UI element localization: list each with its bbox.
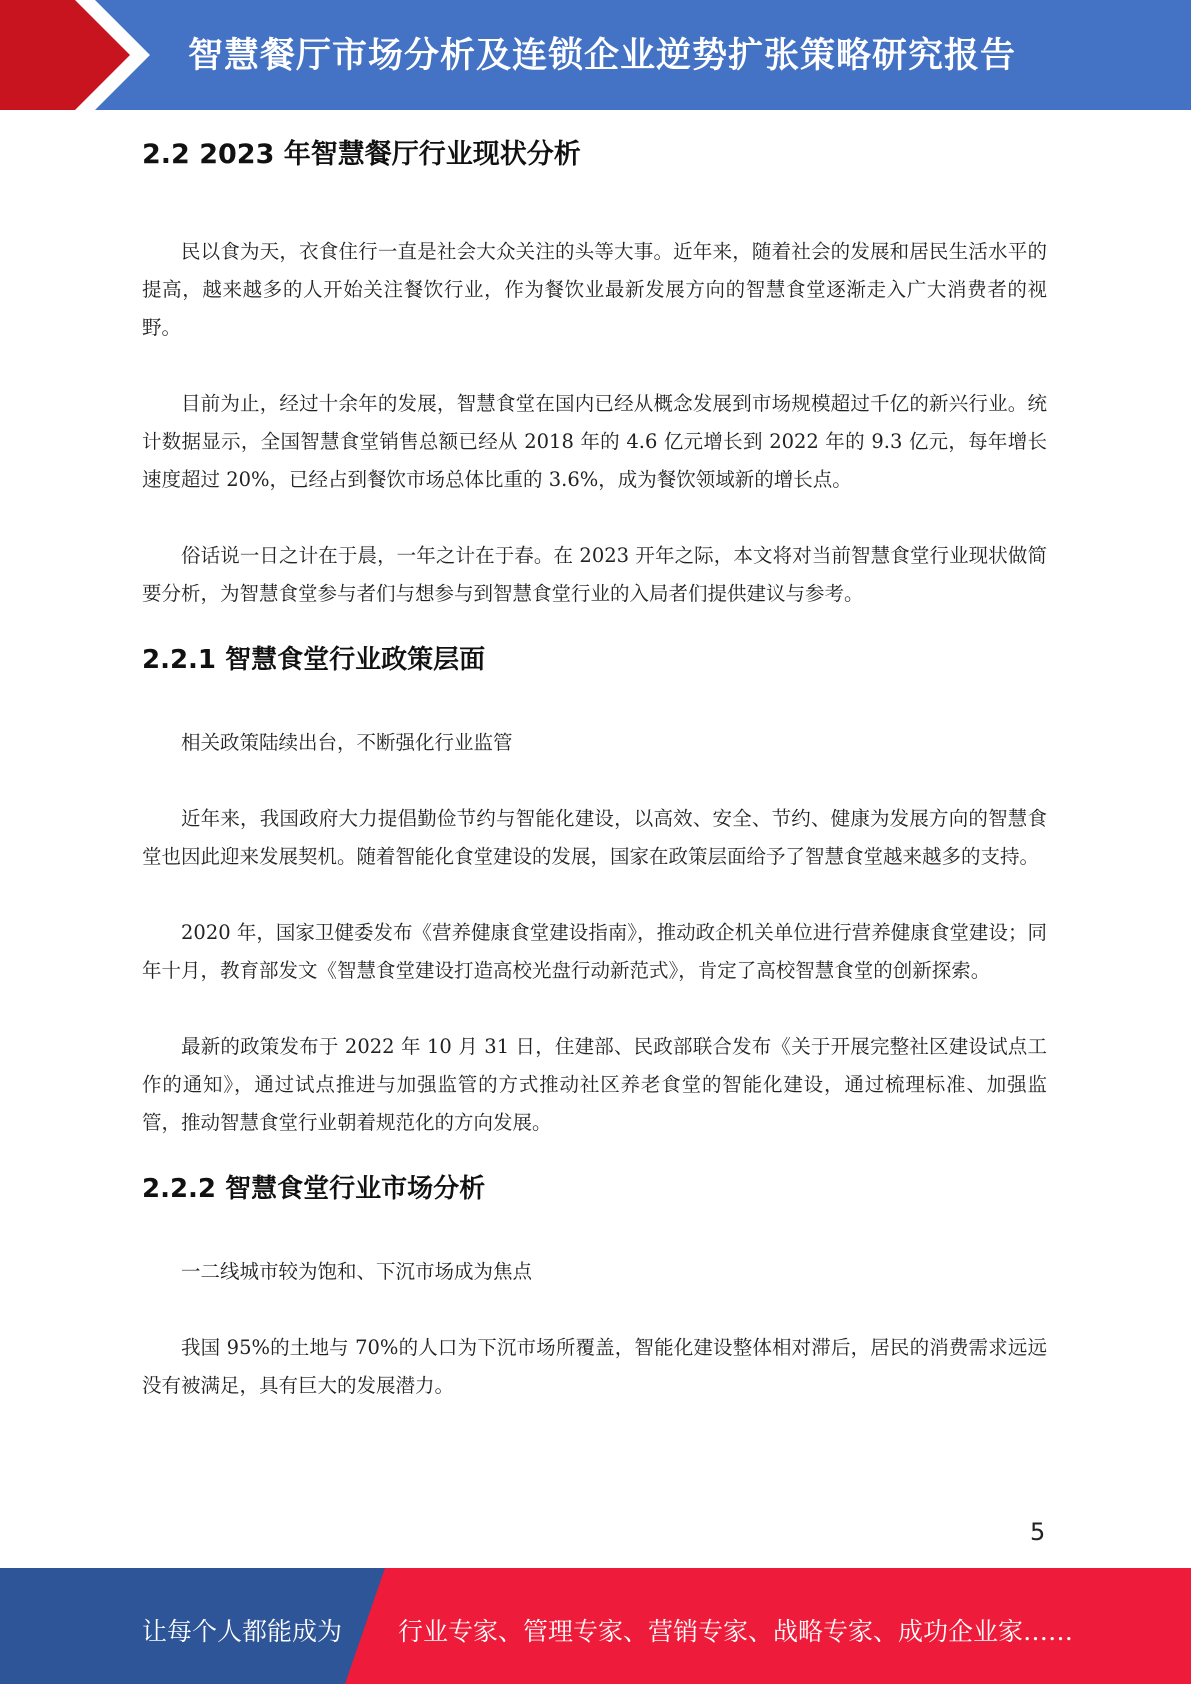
subsection-paragraph: 近年来，我国政府大力提倡勤俭节约与智能化建设，以高效、安全、节约、健康为发展方向的智慧食堂也因此迎来发展契机。随着智能化食堂建设的发展，国家在政策层面给予了智慧食堂越来越多的支持。 [142, 807, 1047, 868]
subsection-heading: 2.2.1 智慧食堂行业政策层面 [142, 645, 486, 675]
document-body [142, 110, 1047, 1405]
subsection-heading: 2.2.2 智慧食堂行业市场分析 [142, 1174, 486, 1204]
subsection-paragraph: 我国 95%的土地与 70%的人口为下沉市场所覆盖，智能化建设整体相对滞后，居民的消费需求远远没有被满足，具有巨大的发展潜力。 [142, 1336, 1047, 1397]
subsection-paragraph: 最新的政策发布于 2022 年 10 月 31 日，住建部、民政部联合发布《关于开展完整社区建设试点工作的通知》，通过试点推进与加强监管的方式推动社区养老食堂的智能化建设，通过梳理标准、加强监管，推动智慧食堂行业朝着规范化的方向发展。 [142, 1035, 1047, 1134]
subsection-lead: 相关政策陆续出台，不断强化行业监管 [181, 731, 513, 754]
footer-slogan-right: 行业专家、管理专家、营销专家、战略专家、成功企业家…… [398, 1617, 1074, 1646]
page-header [0, 0, 1191, 110]
page-number: 5 [1030, 1518, 1046, 1546]
section-paragraph: 目前为止，经过十余年的发展，智慧食堂在国内已经从概念发展到市场规模超过千亿的新兴行业。统计数据显示，全国智慧食堂销售总额已经从 2018 年的 4.6 亿元增长到 2022 年的 9.3 亿元，每年增长速度超过 20%，已经占到餐饮市场总体比重的 3.6%，成为餐饮领域新的增长点。 [142, 392, 1047, 491]
document-title: 智慧餐厅市场分析及连锁企业逆势扩张策略研究报告 [188, 36, 1017, 76]
subsection-lead: 一二线城市较为饱和、下沉市场成为焦点 [181, 1260, 533, 1283]
section-paragraph: 俗话说一日之计在于晨，一年之计在于春。在 2023 开年之际，本文将对当前智慧食堂行业现状做简要分析，为智慧食堂参与者们与想参与到智慧食堂行业的入局者们提供建议与参考。 [142, 544, 1047, 605]
section-heading: 2.2 2023 年智慧餐厅行业现状分析 [142, 139, 581, 170]
page-footer [0, 1568, 1191, 1684]
subsection-paragraph: 2020 年，国家卫健委发布《营养健康食堂建设指南》，推动政企机关单位进行营养健康食堂建设；同年十月，教育部发文《智慧食堂建设打造高校光盘行动新范式》，肯定了高校智慧食堂的创新探索。 [142, 921, 1047, 982]
section-paragraph: 民以食为天，衣食住行一直是社会大众关注的头等大事。近年来，随着社会的发展和居民生活水平的提高，越来越多的人开始关注餐饮行业，作为餐饮业最新发展方向的智慧食堂逐渐走入广大消费者的视野。 [142, 240, 1047, 339]
footer-slogan-left: 让每个人都能成为 [142, 1617, 343, 1646]
